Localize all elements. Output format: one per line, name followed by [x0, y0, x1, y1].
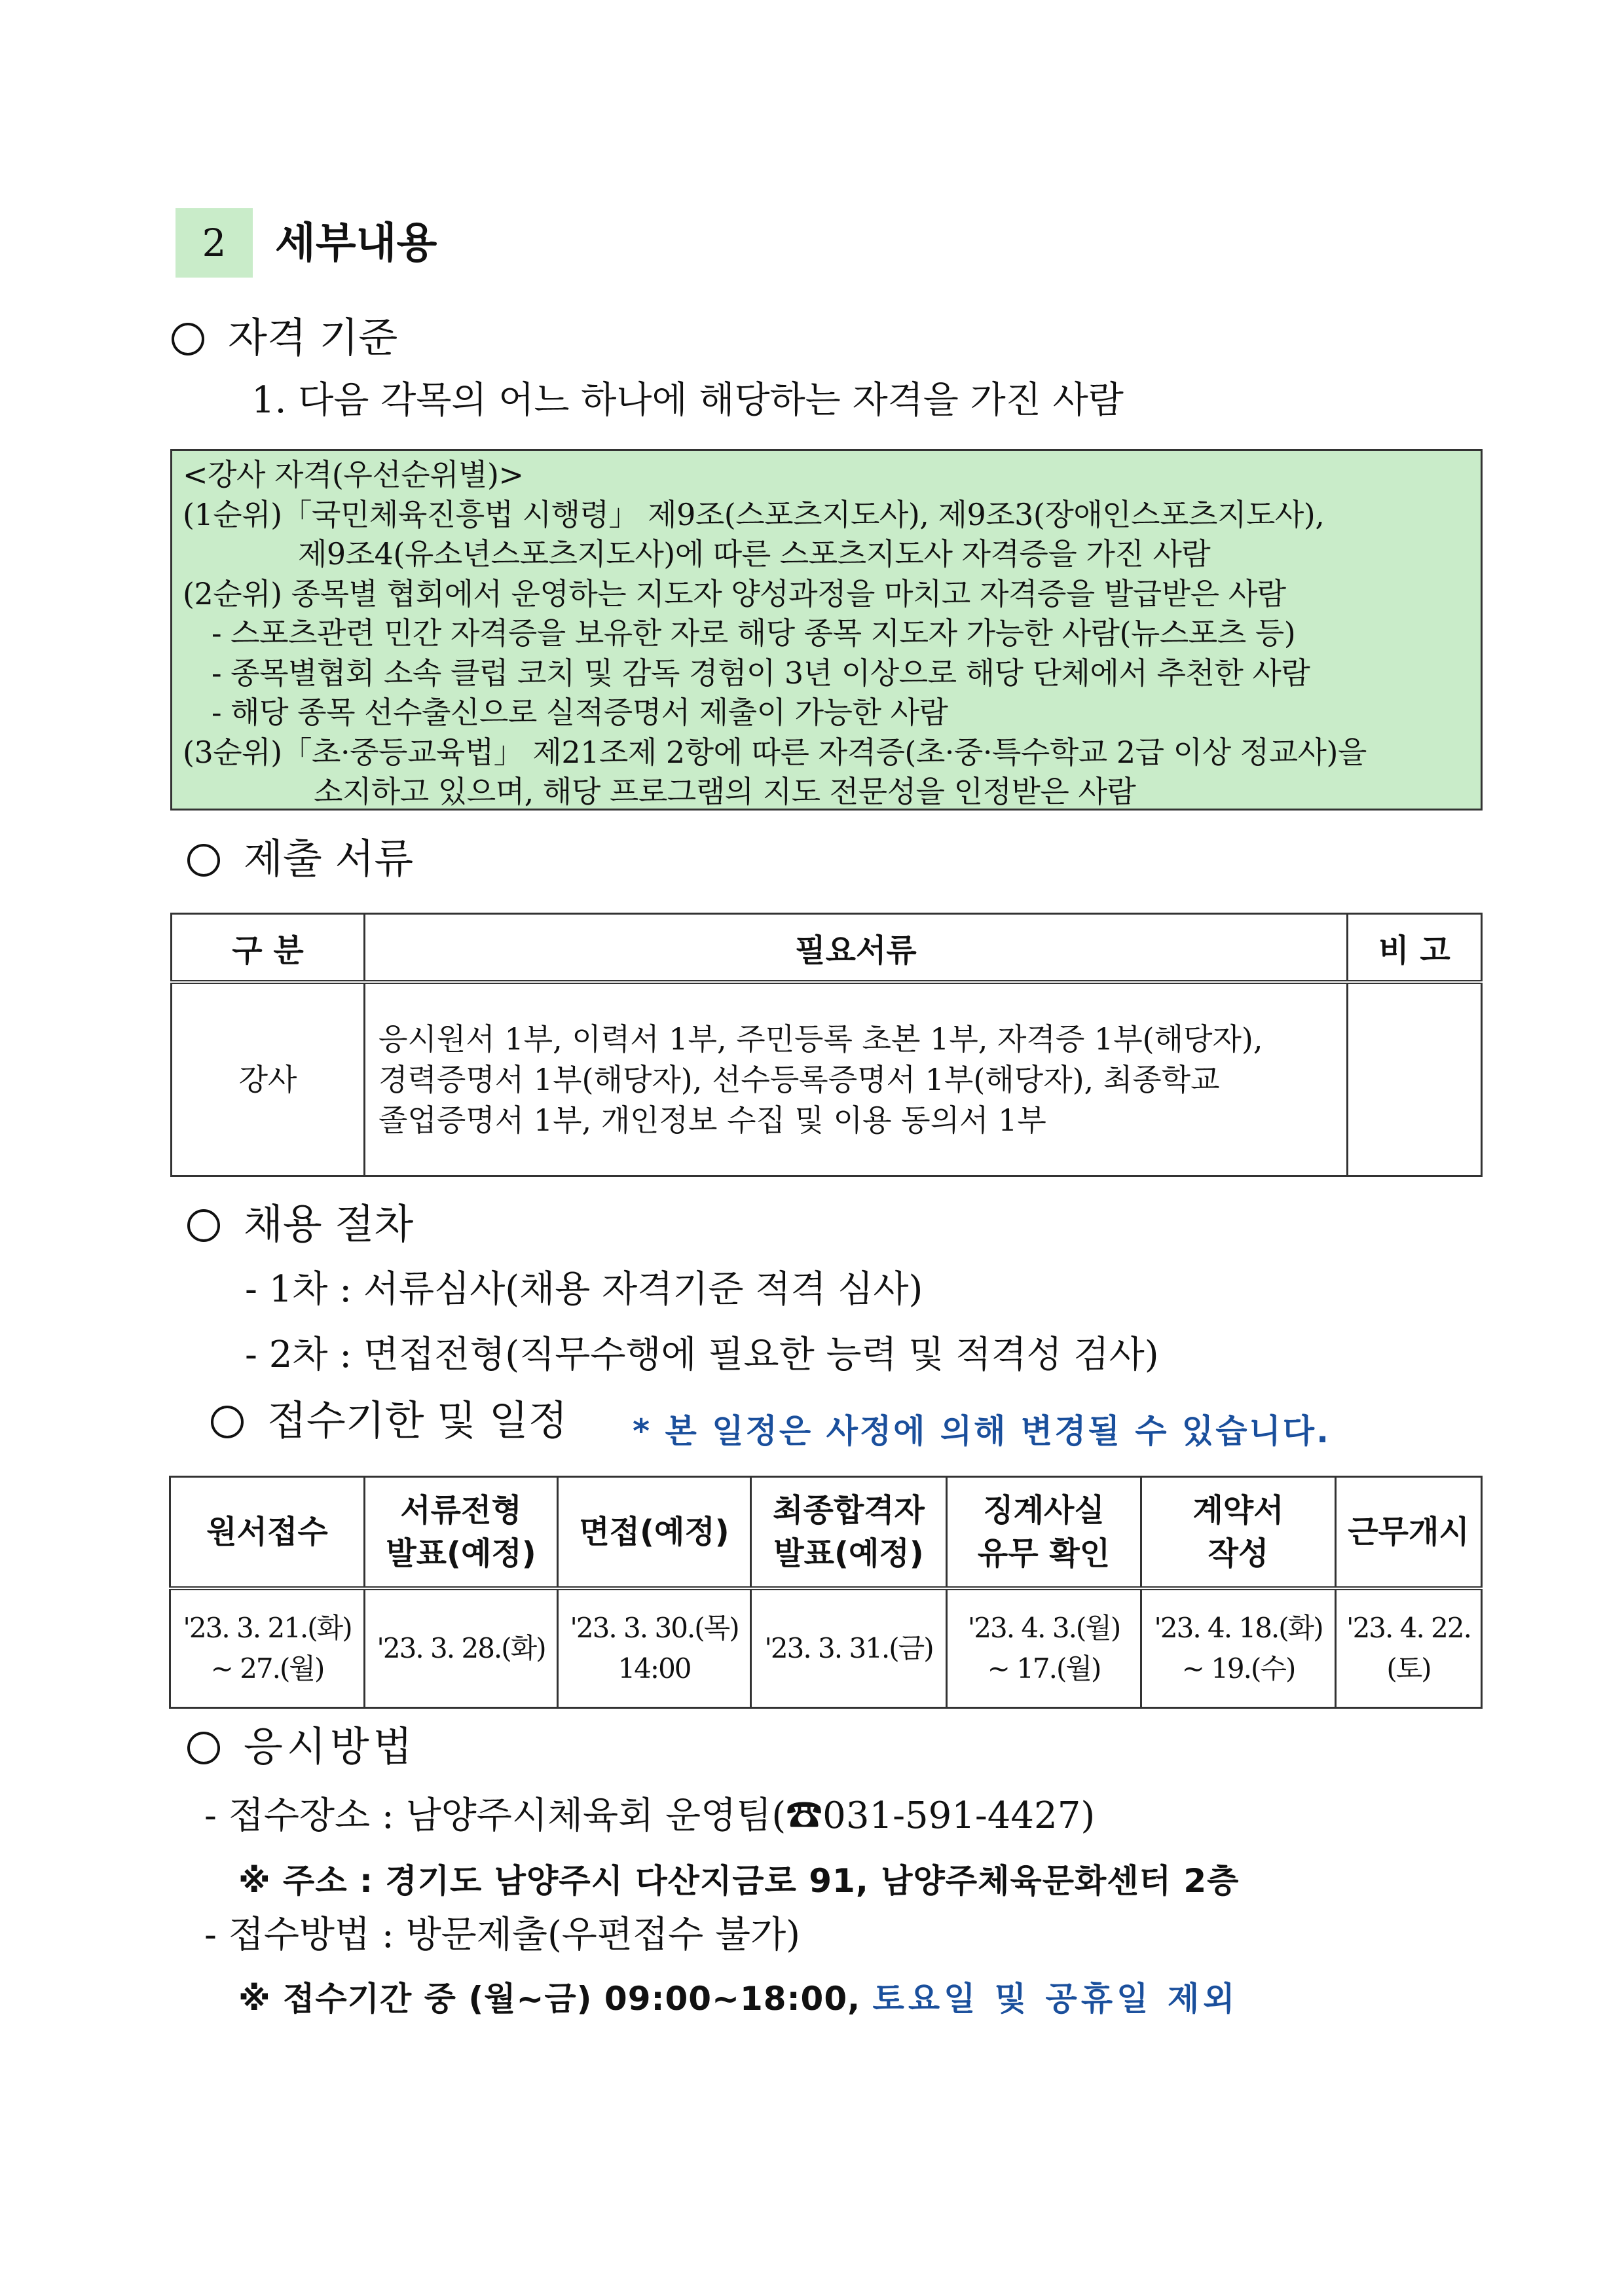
- qualification-heading-text: 자격 기준: [228, 314, 398, 361]
- apply-place: - 접수장소 : 남양주시체육회 운영팀(☎031-591-4427): [204, 1795, 1096, 1837]
- schedule-value: [558, 1588, 751, 1708]
- schedule-header-line: 징계사실: [983, 1492, 1105, 1529]
- schedule-table: [169, 1476, 1483, 1709]
- qbox-line: - 스포츠관련 민간 자격증을 보유한 자로 해당 종목 지도자 가능한 사람(뉴스포츠 등): [212, 615, 1296, 651]
- section-number: 2: [175, 208, 253, 278]
- circle-bullet-icon: [172, 323, 204, 355]
- circle-bullet-icon: [211, 1406, 244, 1438]
- section-title: 세부내용: [275, 219, 437, 268]
- schedule-header: [947, 1477, 1141, 1589]
- schedule-header: [1141, 1477, 1336, 1589]
- schedule-value-line: '23. 4. 3.(월): [967, 1612, 1120, 1644]
- documents-line: 졸업증명서 1부, 개인정보 수집 및 이용 동의서 1부: [378, 1102, 1046, 1138]
- qbox-line: - 해당 종목 선수출신으로 실적증명서 제출이 가능한 사람: [212, 695, 948, 730]
- table-row: [172, 982, 1482, 1176]
- procedure-step: - 1차 : 서류심사(채용 자격기준 적격 심사): [245, 1268, 923, 1311]
- qbox-line: <강사 자격(우선순위별)>: [183, 457, 524, 492]
- schedule-value: [947, 1588, 1141, 1708]
- schedule-value-line: '23. 3. 28.(화): [377, 1632, 545, 1664]
- documents-header-category: 구 분: [172, 914, 365, 983]
- schedule-header: [1336, 1477, 1482, 1589]
- table-row: [170, 1588, 1482, 1708]
- circle-bullet-icon: [187, 1209, 220, 1242]
- schedule-note: * 본 일정은 사정에 의해 변경될 수 있습니다.: [633, 1412, 1331, 1450]
- circle-bullet-icon: [187, 1732, 220, 1764]
- schedule-value: [365, 1588, 558, 1708]
- schedule-value-line: '23. 3. 31.(금): [764, 1632, 933, 1664]
- qbox-line: 소지하고 있으며, 해당 프로그램의 지도 전문성을 인정받은 사람: [314, 774, 1136, 809]
- schedule-header-line: 근무개시: [1348, 1514, 1469, 1550]
- schedule-header-line: 계약서: [1192, 1492, 1284, 1529]
- qbox-line: - 종목별협회 소속 클럽 코치 및 감독 경험이 3년 이상으로 해당 단체에서 추천한 사람: [212, 655, 1310, 691]
- documents-header-row: [172, 914, 1482, 983]
- schedule-header: [751, 1477, 947, 1589]
- schedule-value-line: ~ 27.(월): [210, 1652, 324, 1685]
- documents-line: 경력증명서 1부(해당자), 선수등록증명서 1부(해당자), 최종학교: [378, 1062, 1220, 1097]
- schedule-header-line: 최종합격자: [773, 1492, 925, 1529]
- schedule-header: [558, 1477, 751, 1589]
- schedule-value-line: ~ 19.(수): [1181, 1652, 1295, 1685]
- documents-row-note: [1348, 982, 1482, 1176]
- schedule-header-line: 작성: [1208, 1535, 1269, 1572]
- schedule-value-line: '23. 4. 18.(화): [1154, 1612, 1323, 1644]
- documents-row-list: [365, 982, 1348, 1176]
- apply-period-text: ※ 접수기간 중 (월~금) 09:00~18:00,: [238, 1980, 873, 2018]
- procedure-step: - 2차 : 면접전형(직무수행에 필요한 능력 및 적격성 검사): [245, 1334, 1159, 1376]
- apply-method: - 접수방법 : 방문제출(우편접수 불가): [204, 1914, 801, 1956]
- documents-header-required: 필요서류: [365, 914, 1348, 983]
- documents-table: [170, 913, 1483, 1177]
- schedule-heading-text: 접수기한 및 일정: [267, 1396, 568, 1444]
- apply-heading: [187, 1721, 416, 1773]
- schedule-value-line: '23. 3. 21.(화): [183, 1612, 352, 1644]
- documents-row-label: 강사: [172, 982, 365, 1176]
- schedule-header-line: 면접(예정): [579, 1514, 729, 1550]
- schedule-heading: [211, 1394, 568, 1447]
- circle-bullet-icon: [187, 844, 220, 877]
- schedule-value: [1141, 1588, 1336, 1708]
- qbox-line: (1순위)「국민체육진흥법 시행령」 제9조(스포츠지도사), 제9조3(장애인스포츠지도사),: [183, 496, 1325, 532]
- qualification-box: [170, 449, 1483, 811]
- qualification-sub: 1. 다음 각목의 어느 하나에 해당하는 자격을 가진 사람: [251, 379, 1124, 422]
- documents-heading: [187, 833, 413, 885]
- procedure-heading: [187, 1198, 413, 1250]
- qualification-heading: [172, 312, 397, 364]
- qbox-line: (2순위) 종목별 협회에서 운영하는 지도자 양성과정을 마치고 자격증을 발급받은 사람: [183, 575, 1286, 611]
- qbox-line: (3순위)「초·중등교육법」 제21조제 2항에 따른 자격증(초·중·특수학교 2급 이상 정교사)을: [183, 734, 1367, 770]
- schedule-value-line: ~ 17.(월): [987, 1652, 1101, 1685]
- apply-period-exclusion: 토요일 및 공휴일 제외: [872, 1980, 1239, 2018]
- schedule-value-line: 14:00: [618, 1652, 691, 1685]
- apply-period: [238, 1976, 1238, 2022]
- qbox-line: 제9조4(유소년스포츠지도사)에 따른 스포츠지도사 자격증을 가진 사람: [298, 536, 1211, 572]
- schedule-value: [1336, 1588, 1482, 1708]
- schedule-header-row: [170, 1477, 1482, 1589]
- schedule-header-line: 발표(예정): [773, 1535, 924, 1572]
- documents-heading-text: 제출 서류: [244, 835, 414, 883]
- schedule-value-line: '23. 4. 22.(토): [1346, 1612, 1471, 1685]
- procedure-heading-text: 채용 절차: [244, 1200, 414, 1248]
- apply-address: ※ 주소 : 경기도 남양주시 다산지금로 91, 남양주체육문화센터 2층: [238, 1862, 1240, 1900]
- schedule-header: [365, 1477, 558, 1589]
- schedule-header-line: 발표(예정): [386, 1535, 536, 1572]
- schedule-header-line: 서류전형: [400, 1492, 522, 1529]
- schedule-header: [170, 1477, 365, 1589]
- schedule-header-line: 원서접수: [206, 1514, 328, 1550]
- apply-heading-text: 응시방법: [244, 1722, 416, 1770]
- documents-line: 응시원서 1부, 이력서 1부, 주민등록 초본 1부, 자격증 1부(해당자),: [378, 1021, 1263, 1057]
- schedule-value: [751, 1588, 947, 1708]
- documents-header-note: 비 고: [1348, 914, 1482, 983]
- schedule-value-line: '23. 3. 30.(목): [570, 1612, 739, 1644]
- schedule-header-line: 유무 확인: [977, 1535, 1111, 1572]
- schedule-value: [170, 1588, 365, 1708]
